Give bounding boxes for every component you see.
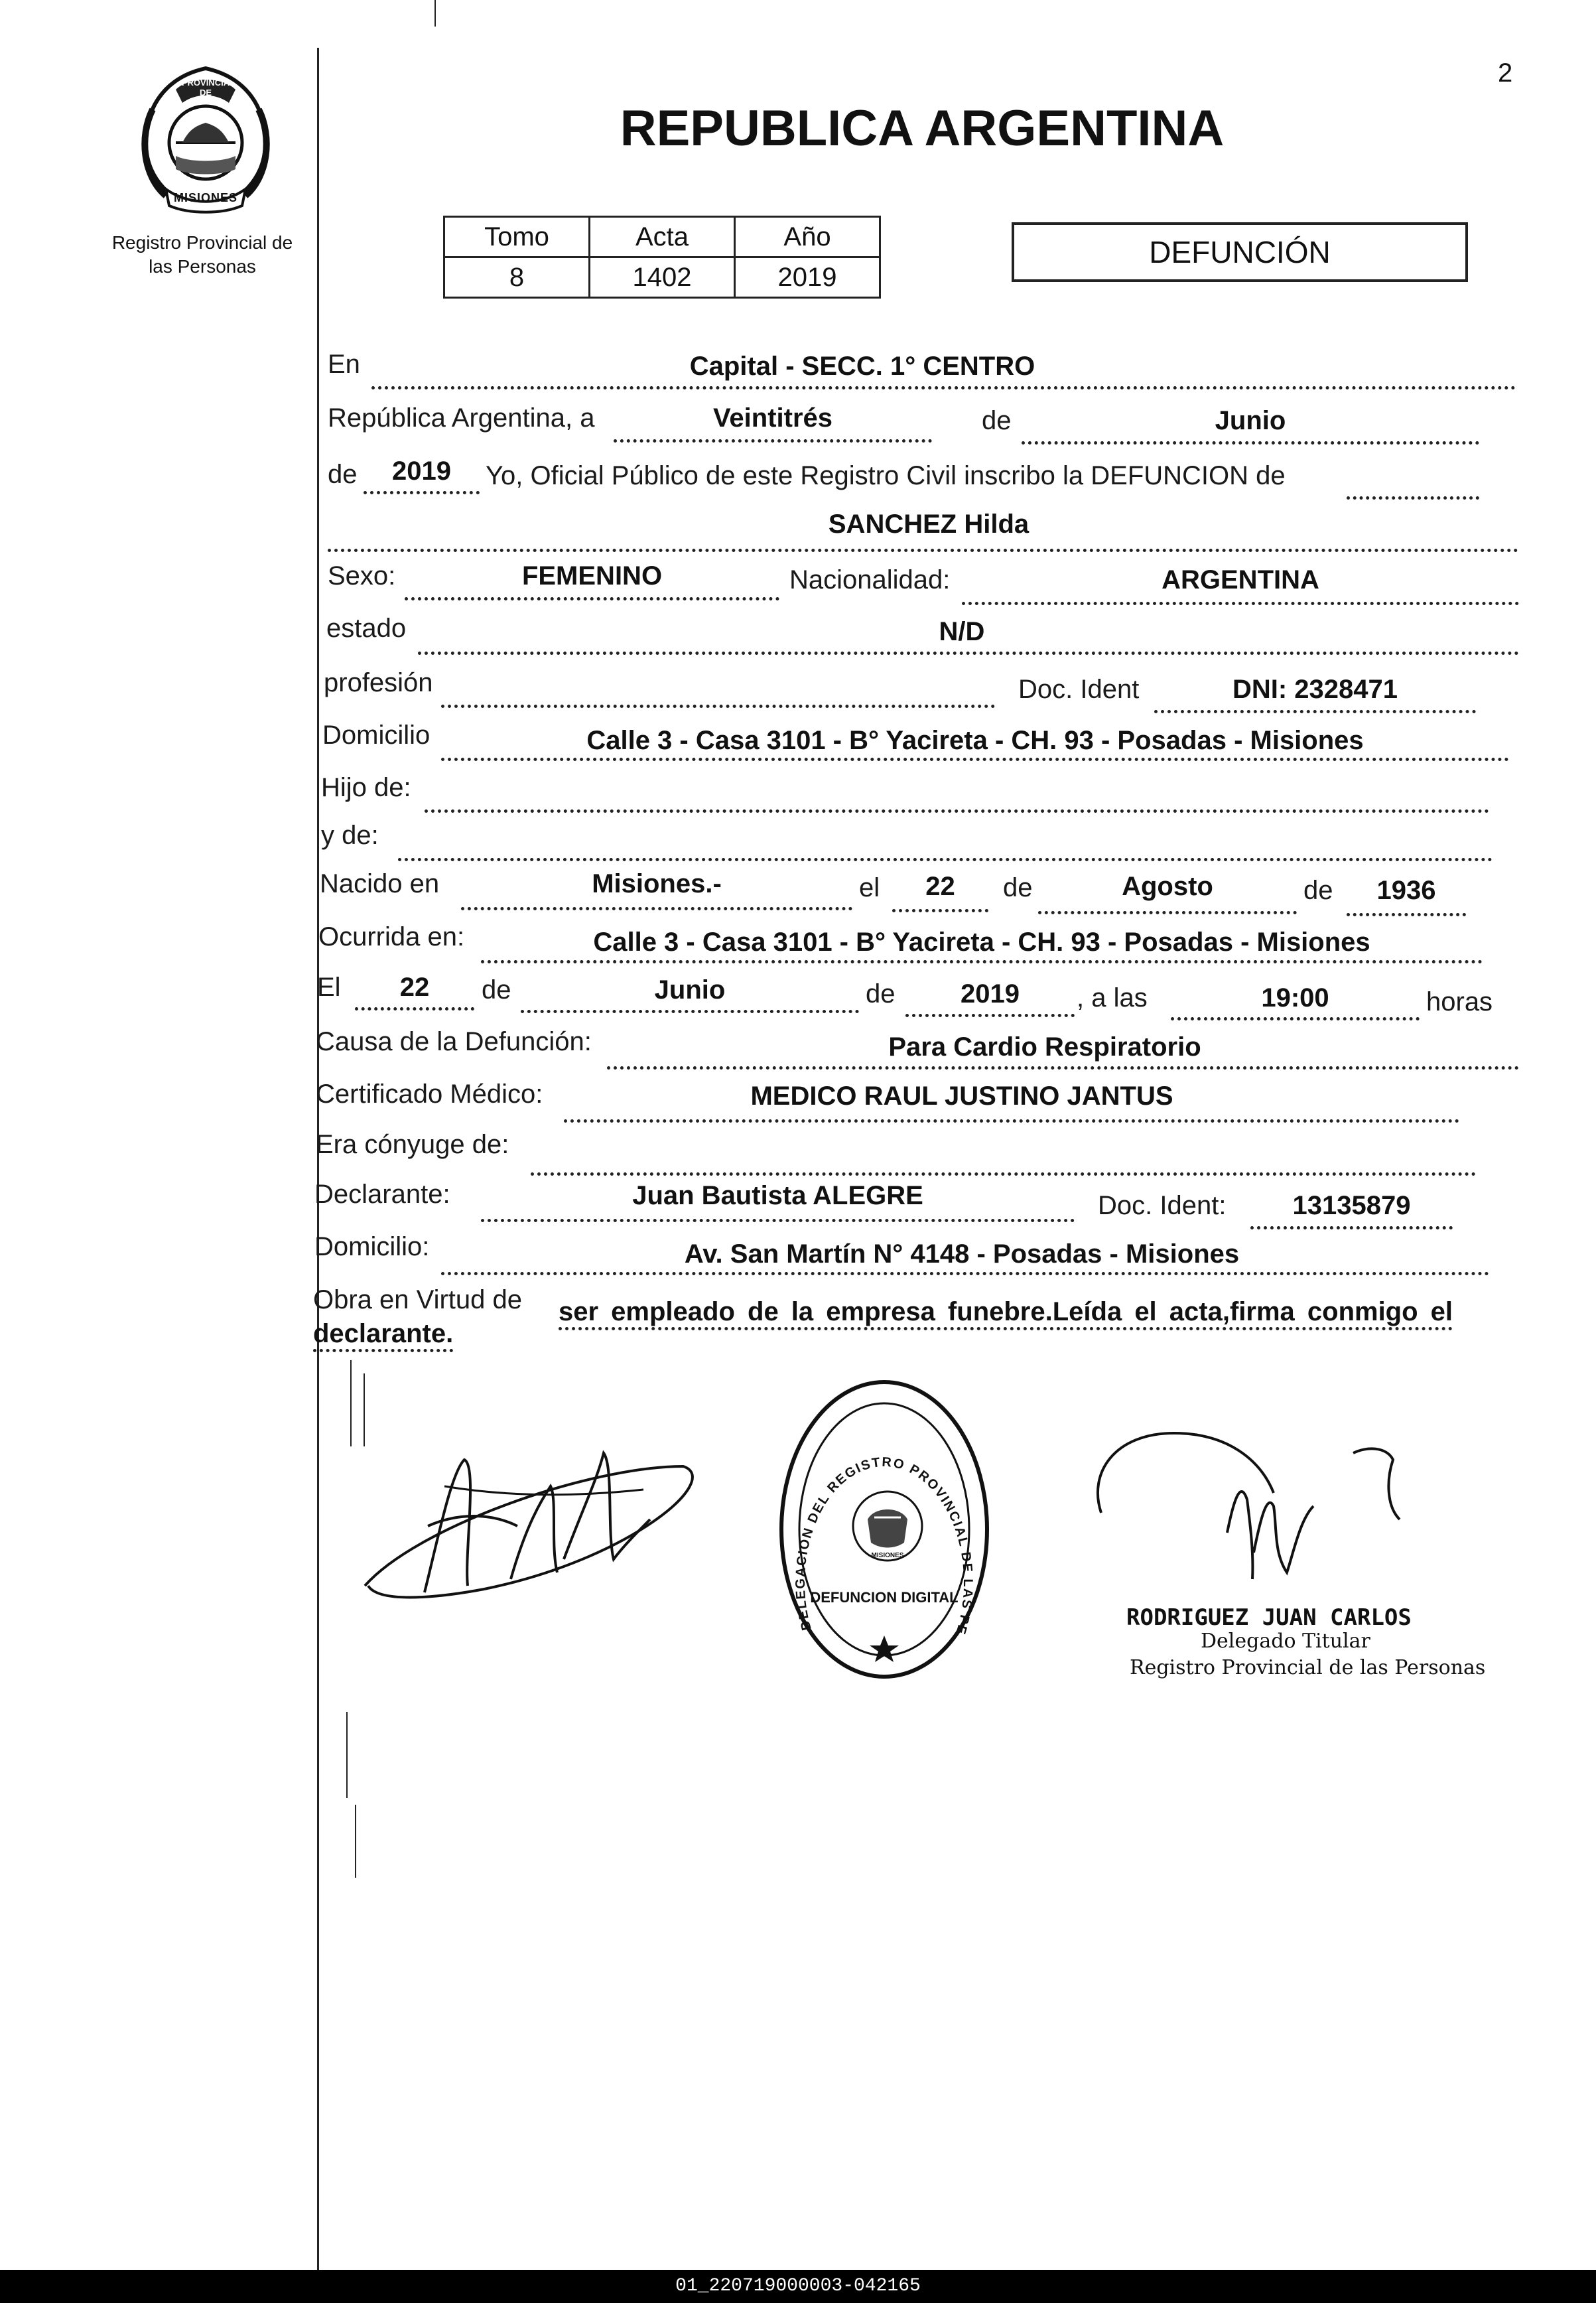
sexo-line — [405, 597, 779, 600]
ocurrida-en-line — [481, 960, 1483, 963]
declarant-signature — [352, 1427, 710, 1612]
value-nac-anio: 1936 — [1376, 876, 1436, 905]
register-value-tomo: 8 — [444, 257, 590, 298]
label-de-def-mes: de — [482, 975, 511, 1005]
label-y-de: y de: — [321, 821, 379, 850]
label-causa: Causa de la Defunción: — [316, 1027, 592, 1056]
fallecido-line — [328, 549, 1518, 552]
value-certificado: MEDICO RAUL JUSTINO JANTUS — [750, 1082, 1173, 1111]
mes-line — [1022, 441, 1479, 445]
def-mes-line — [521, 1010, 859, 1013]
label-de-def-anio: de — [866, 979, 896, 1009]
value-nac-dia: 22 — [925, 872, 955, 901]
certificado-line — [564, 1119, 1459, 1123]
value-declarante-doc: 13135879 — [1292, 1191, 1411, 1220]
label-de-mes: de — [982, 406, 1012, 435]
anio-line — [364, 491, 480, 494]
label-republica-a: República Argentina, a — [328, 403, 595, 433]
top-tick — [434, 0, 436, 27]
value-def-mes: Junio — [654, 975, 726, 1005]
inscribo-line — [1347, 496, 1479, 500]
register-header-acta: Acta — [590, 217, 735, 257]
registry-emblem — [129, 63, 282, 216]
scan-line-3 — [346, 1712, 348, 1798]
label-domicilio2: Domicilio: — [314, 1232, 430, 1261]
officer-role: Delegado Titular — [1201, 1630, 1370, 1653]
dni-line — [1154, 710, 1476, 713]
hijo-de-line — [425, 809, 1489, 813]
seal-icon — [775, 1377, 994, 1682]
register-table-header-row — [444, 217, 880, 257]
label-el-def: El — [317, 973, 341, 1002]
nac-mes-line — [1038, 911, 1297, 914]
register-value-anio: 2019 — [735, 257, 880, 298]
profesion-line — [441, 705, 995, 708]
value-nac-mes: Agosto — [1122, 872, 1213, 901]
label-estado: estado — [326, 614, 407, 643]
label-el-nac: el — [859, 873, 880, 902]
label-certificado: Certificado Médico: — [316, 1080, 543, 1109]
label-declarante: Declarante: — [314, 1180, 450, 1209]
conyuge-line — [531, 1172, 1476, 1176]
register-value-acta: 1402 — [590, 257, 735, 298]
seal-ring-text: DELEGACION DEL REGISTRO PROVINCIAL DE LAS PE — [793, 1454, 976, 1638]
declarante-doc-line — [1250, 1226, 1453, 1229]
label-de-anio: de — [328, 460, 358, 489]
def-anio-line — [905, 1014, 1075, 1017]
seal-emblem-text: MISIONES — [871, 1552, 904, 1559]
causa-line — [607, 1066, 1519, 1070]
label-domicilio: Domicilio — [322, 721, 431, 750]
declarante-line — [481, 1219, 1075, 1222]
label-horas: horas — [1426, 987, 1493, 1016]
registry-name-line1: Registro Provincial de — [111, 232, 293, 253]
value-lugar: Capital - SECC. 1° CENTRO — [689, 352, 1035, 381]
value-obra-line2: declarante. — [313, 1319, 453, 1352]
domicilio2-line — [441, 1272, 1489, 1275]
estado-line — [418, 652, 1519, 655]
value-def-anio: 2019 — [961, 979, 1020, 1009]
registry-name — [93, 231, 312, 279]
value-nacido-en: Misiones.- — [592, 869, 722, 898]
value-domicilio: Calle 3 - Casa 3101 - B° Yacireta - CH. 93 - Posadas - Misiones — [586, 726, 1364, 755]
officer-office: Registro Provincial de las Personas — [1130, 1656, 1486, 1679]
register-header-tomo: Tomo — [444, 217, 590, 257]
label-obra: Obra en Virtud de — [313, 1285, 523, 1314]
nac-anio-line — [1347, 913, 1466, 916]
official-seal — [775, 1377, 994, 1682]
label-ocurrida-en: Ocurrida en: — [318, 922, 465, 951]
scan-line-4 — [355, 1805, 356, 1878]
value-dni: DNI: 2328471 — [1232, 675, 1398, 704]
value-nacionalidad: ARGENTINA — [1162, 565, 1319, 594]
value-declarante-domicilio: Av. San Martín N° 4148 - Posadas - Misiones — [684, 1239, 1240, 1269]
register-table — [443, 216, 881, 299]
value-dia-letras: Veintitrés — [712, 403, 833, 433]
label-nacionalidad: Nacionalidad: — [789, 565, 951, 594]
label-sexo: Sexo: — [328, 561, 396, 591]
label-a-las: , a las — [1077, 983, 1148, 1012]
def-hora-line — [1171, 1017, 1420, 1020]
emblem-text-top: PROVINCIA DE — [181, 78, 230, 98]
doc-type-box: DEFUNCIÓN — [1012, 222, 1468, 282]
label-en: En — [328, 350, 360, 379]
nacido-en-line — [461, 907, 852, 910]
nac-dia-line — [892, 909, 988, 912]
register-header-anio: Año — [735, 217, 880, 257]
seal-inner-text: DEFUNCION DIGITAL — [810, 1589, 959, 1606]
value-def-dia: 22 — [399, 973, 430, 1002]
value-estado: N/D — [939, 617, 985, 646]
label-profesion: profesión — [324, 668, 433, 697]
value-mes: Junio — [1215, 406, 1286, 435]
value-causa: Para Cardio Respiratorio — [888, 1032, 1201, 1062]
label-doc-ident2: Doc. Ident: — [1098, 1191, 1227, 1220]
page-number: 2 — [1498, 58, 1513, 88]
page-title: REPUBLICA ARGENTINA — [620, 100, 1225, 157]
label-nacido-en: Nacido en — [320, 869, 440, 898]
label-doc-ident: Doc. Ident — [1018, 675, 1140, 704]
label-inscribo: Yo, Oficial Público de este Registro Civil inscribo la DEFUNCION de — [486, 461, 1286, 490]
def-dia-line — [355, 1007, 474, 1011]
label-de-nac-mes: de — [1003, 873, 1033, 902]
y-de-line — [398, 858, 1493, 861]
domicilio-line — [441, 758, 1509, 761]
emblem-text-bottom: MISIONES — [173, 191, 237, 204]
label-de-nac-anio: de — [1303, 876, 1333, 905]
dia-line — [614, 439, 932, 443]
label-conyuge: Era cónyuge de: — [316, 1130, 509, 1159]
officer-signature — [1075, 1420, 1433, 1619]
value-obra-line1: ser empleado de la empresa funebre.Leída el acta,firma conmigo el — [559, 1297, 1453, 1330]
value-anio: 2019 — [392, 456, 451, 486]
value-sexo: FEMENINO — [521, 561, 663, 591]
value-declarante: Juan Bautista ALEGRE — [632, 1181, 923, 1210]
registry-name-line2: las Personas — [149, 256, 256, 277]
value-fallecido: SANCHEZ Hilda — [828, 510, 1030, 539]
label-hijo-de: Hijo de: — [321, 773, 411, 802]
officer-name: RODRIGUEZ JUAN CARLOS — [1126, 1604, 1412, 1631]
lugar-line — [371, 386, 1516, 389]
scan-footer-code: 01_220719000003-042165 — [0, 2270, 1596, 2303]
nacionalidad-line — [962, 602, 1519, 605]
value-ocurrida-en: Calle 3 - Casa 3101 - B° Yacireta - CH. 93 - Posadas - Misiones — [593, 928, 1370, 957]
value-def-hora: 19:00 — [1261, 983, 1329, 1012]
register-table-value-row — [444, 257, 880, 298]
